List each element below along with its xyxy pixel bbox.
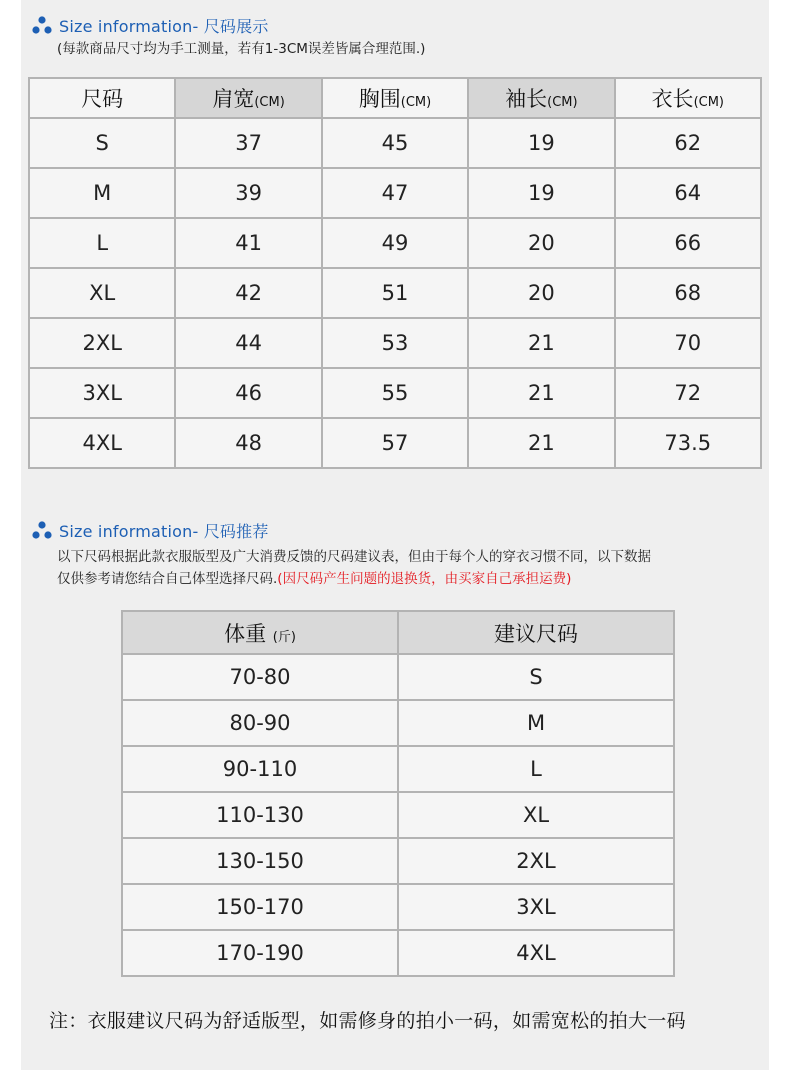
cell-length: 72 <box>615 368 761 418</box>
cell-suggested-size: L <box>398 746 674 792</box>
table-row <box>29 368 761 418</box>
footer-fit-note: 注：衣服建议尺码为舒适版型，如需修身的拍小一码，如需宽松的拍大一码 <box>49 1010 686 1032</box>
recommend-note-line2 <box>57 568 757 590</box>
col-header-shoulder: 肩宽(CM) <box>175 78 321 118</box>
cell-shoulder: 46 <box>175 368 321 418</box>
size-table <box>28 77 762 469</box>
cell-chest: 47 <box>322 168 468 218</box>
col-header-chest: 胸围(CM) <box>322 78 468 118</box>
table-row <box>29 218 761 268</box>
cell-length: 62 <box>615 118 761 168</box>
cell-weight: 90-110 <box>122 746 398 792</box>
col-header-weight: 体重 (斤) <box>122 611 398 654</box>
cell-size: 3XL <box>29 368 175 418</box>
table-row <box>29 268 761 318</box>
cell-sleeve: 21 <box>468 418 614 468</box>
cell-chest: 53 <box>322 318 468 368</box>
cell-sleeve: 19 <box>468 168 614 218</box>
cell-suggested-size: 4XL <box>398 930 674 976</box>
cell-weight: 170-190 <box>122 930 398 976</box>
col-header-length: 衣长(CM) <box>615 78 761 118</box>
cell-length: 66 <box>615 218 761 268</box>
recommend-note <box>57 546 757 590</box>
table-row <box>122 746 674 792</box>
table-row <box>122 838 674 884</box>
cell-size: 2XL <box>29 318 175 368</box>
cell-length: 70 <box>615 318 761 368</box>
recommend-note-line1: 以下尺码根据此款衣服版型及广大消费反馈的尺码建议表，但由于每个人的穿衣习惯不同，以下数据 <box>57 549 651 565</box>
section-size-recommend-header <box>31 519 269 542</box>
cell-weight: 150-170 <box>122 884 398 930</box>
col-header-sleeve: 袖长(CM) <box>468 78 614 118</box>
cell-shoulder: 44 <box>175 318 321 368</box>
cell-chest: 57 <box>322 418 468 468</box>
table-row <box>122 654 674 700</box>
cell-size: 4XL <box>29 418 175 468</box>
cell-sleeve: 19 <box>468 118 614 168</box>
col-header-size: 尺码 <box>29 78 175 118</box>
cell-suggested-size: 2XL <box>398 838 674 884</box>
cell-shoulder: 37 <box>175 118 321 168</box>
size-chart-panel <box>21 0 769 1070</box>
triangle-dots-icon <box>31 521 53 541</box>
cell-weight: 110-130 <box>122 792 398 838</box>
size-table-header-row <box>29 78 761 118</box>
table-row <box>29 418 761 468</box>
cell-size: L <box>29 218 175 268</box>
cell-length: 73.5 <box>615 418 761 468</box>
cell-shoulder: 39 <box>175 168 321 218</box>
cell-weight: 130-150 <box>122 838 398 884</box>
cell-shoulder: 42 <box>175 268 321 318</box>
cell-sleeve: 21 <box>468 318 614 368</box>
section-size-display-header <box>31 14 269 37</box>
section-title: Size information- 尺码展示 <box>59 17 269 36</box>
table-row <box>122 792 674 838</box>
table-row <box>122 700 674 746</box>
cell-chest: 51 <box>322 268 468 318</box>
cell-weight: 70-80 <box>122 654 398 700</box>
cell-chest: 49 <box>322 218 468 268</box>
cell-sleeve: 20 <box>468 268 614 318</box>
table-row <box>29 168 761 218</box>
section-title: Size information- 尺码推荐 <box>59 522 269 541</box>
table-row <box>122 930 674 976</box>
cell-length: 64 <box>615 168 761 218</box>
return-warning: (因尺码产生问题的退换货，由买家自己承担运费) <box>277 571 572 587</box>
cell-chest: 45 <box>322 118 468 168</box>
triangle-dots-icon <box>31 16 53 36</box>
cell-weight: 80-90 <box>122 700 398 746</box>
recommend-note-text: 仅供参考请您结合自己体型选择尺码. <box>57 571 278 587</box>
cell-suggested-size: 3XL <box>398 884 674 930</box>
table-row <box>122 884 674 930</box>
col-header-suggested-size: 建议尺码 <box>398 611 674 654</box>
cell-suggested-size: XL <box>398 792 674 838</box>
measurement-note: (每款商品尺寸均为手工测量，若有1-3CM误差皆属合理范围.) <box>57 41 426 57</box>
cell-length: 68 <box>615 268 761 318</box>
cell-size: XL <box>29 268 175 318</box>
cell-shoulder: 48 <box>175 418 321 468</box>
cell-sleeve: 21 <box>468 368 614 418</box>
recommendation-table <box>121 610 675 977</box>
cell-suggested-size: M <box>398 700 674 746</box>
cell-size: M <box>29 168 175 218</box>
recommend-table-header-row <box>122 611 674 654</box>
cell-size: S <box>29 118 175 168</box>
table-row <box>29 318 761 368</box>
cell-sleeve: 20 <box>468 218 614 268</box>
cell-shoulder: 41 <box>175 218 321 268</box>
cell-chest: 55 <box>322 368 468 418</box>
table-row <box>29 118 761 168</box>
cell-suggested-size: S <box>398 654 674 700</box>
